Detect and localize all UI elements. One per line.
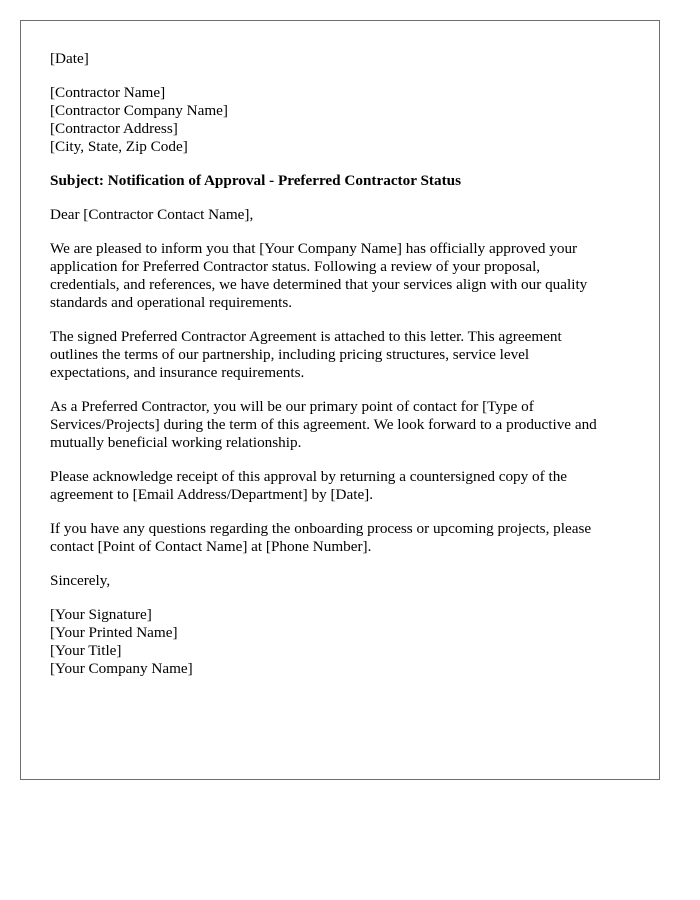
paragraph-line: application for Preferred Contractor status. Following a review of your proposal, bbox=[50, 258, 541, 275]
paragraph-line: If you have any questions regarding the onboarding process or upcoming projects, please bbox=[50, 520, 592, 537]
paragraph-questions bbox=[50, 520, 640, 556]
paragraph-agreement bbox=[50, 328, 640, 382]
paragraph-acknowledge bbox=[50, 468, 640, 504]
salutation-block bbox=[50, 206, 640, 224]
paragraph-line: contact [Point of Contact Name] at [Phone Number]. bbox=[50, 538, 372, 555]
paragraph-line: As a Preferred Contractor, you will be our primary point of contact for [Type of bbox=[50, 398, 534, 415]
recipient-city-state-zip: [City, State, Zip Code] bbox=[50, 138, 188, 155]
paragraph-line: The signed Preferred Contractor Agreement is attached to this letter. This agreement bbox=[50, 328, 562, 345]
letter-subject: Subject: Notification of Approval - Preferred Contractor Status bbox=[50, 172, 461, 189]
letter-date: [Date] bbox=[50, 50, 89, 67]
paragraph-line: expectations, and insurance requirements. bbox=[50, 364, 305, 381]
letter-page bbox=[20, 20, 660, 780]
letter-salutation: Dear [Contractor Contact Name], bbox=[50, 206, 254, 223]
signature-block bbox=[50, 606, 640, 678]
recipient-address: [Contractor Address] bbox=[50, 120, 178, 137]
paragraph-line: outlines the terms of our partnership, including pricing structures, service level bbox=[50, 346, 530, 363]
signer-title: [Your Title] bbox=[50, 642, 122, 659]
paragraph-line: We are pleased to inform you that [Your Company Name] has officially approved your bbox=[50, 240, 578, 257]
recipient-name: [Contractor Name] bbox=[50, 84, 166, 101]
paragraph-line: mutually beneficial working relationship. bbox=[50, 434, 302, 451]
recipient-address-block bbox=[50, 84, 640, 156]
recipient-company: [Contractor Company Name] bbox=[50, 102, 228, 119]
paragraph-approval bbox=[50, 240, 640, 312]
letter-body bbox=[50, 50, 640, 694]
paragraph-line: standards and operational requirements. bbox=[50, 294, 293, 311]
closing-block bbox=[50, 572, 640, 590]
letter-closing: Sincerely, bbox=[50, 572, 111, 589]
printed-name: [Your Printed Name] bbox=[50, 624, 178, 641]
signer-company: [Your Company Name] bbox=[50, 660, 193, 677]
letter-date-block bbox=[50, 50, 640, 68]
paragraph-line: Services/Projects] during the term of this agreement. We look forward to a productive and bbox=[50, 416, 597, 433]
subject-block bbox=[50, 172, 640, 190]
paragraph-line: Please acknowledge receipt of this approval by returning a countersigned copy of the bbox=[50, 468, 568, 485]
paragraph-preferred-contractor bbox=[50, 398, 640, 452]
paragraph-line: agreement to [Email Address/Department] by [Date]. bbox=[50, 486, 374, 503]
signature-line: [Your Signature] bbox=[50, 606, 152, 623]
paragraph-line: credentials, and references, we have determined that your services align with our quality bbox=[50, 276, 588, 293]
